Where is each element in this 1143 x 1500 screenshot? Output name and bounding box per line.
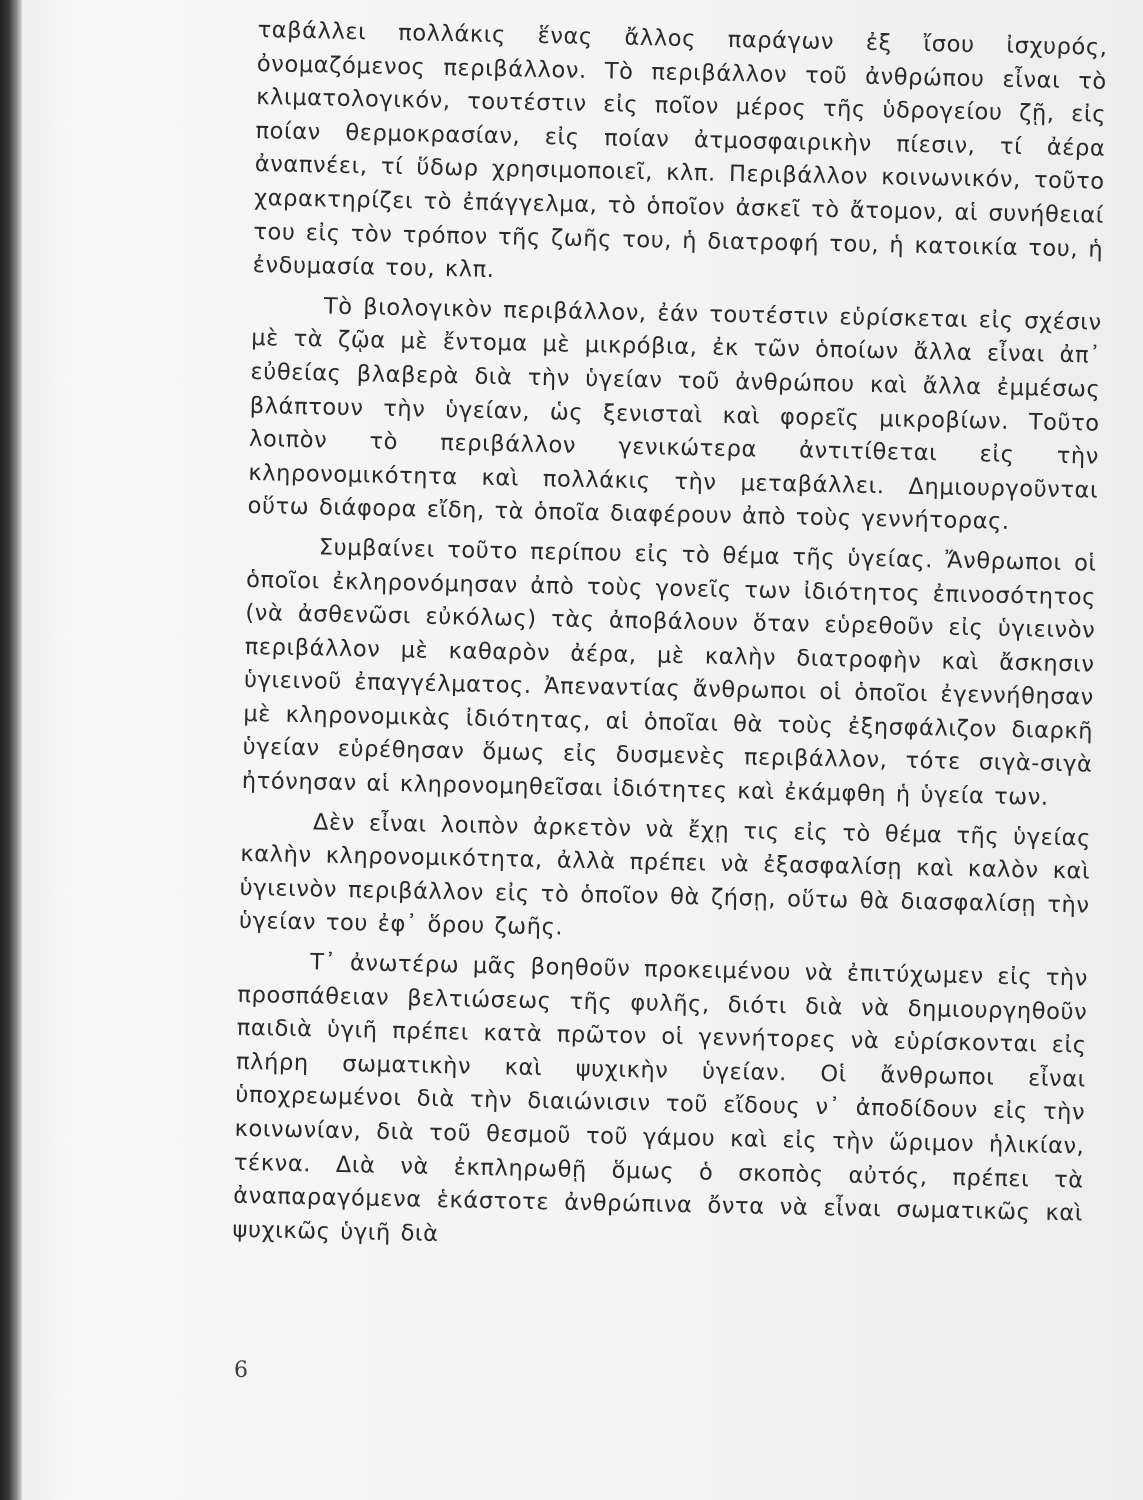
paragraph-2: Τὸ βιολογικὸν περιβάλλον, ἐάν τουτέστιν εὑρίσκεται εἰς σχέσιν μὲ τὰ ζῷα μὲ ἔντομα μὲ μικρόβια, ἐκ τῶν ὁποίων ἄλλα εἶναι ἀπ᾿ εὐθείας βλαβερὰ διὰ τὴν ὑγείαν τοῦ ἀνθρώπου καὶ ἄλλα ἐμμέσως βλάπτουν τὴν ὑγείαν, ὡς ξενισταὶ καὶ φορεῖς μικροβίων. Τοῦτο λοιπὸν τὸ περιβάλλον γενικώτερα ἀντιτίθεται εἰς τὴν κληρονομικότητα καὶ πολλάκις τὴν μεταβάλλει. Δημιουργοῦνται οὕτω διάφορα εἴδη, τὰ ὁποῖα διαφέρουν ἀπὸ τοὺς γεννήτορας.: [247, 293, 1102, 536]
paragraph-1: ταβάλλει πολλάκις ἕνας ἄλλος παράγων ἐξ ἴσου ἰσχυρός, ὀνομαζόμενος περιβάλλον. Τὸ περιβάλλον τοῦ ἀνθρώπου εἶναι τὸ κλιματολογικόν, τουτέστιν εἰς ποῖον μέρος τῆς ὑδρογείου ζῇ, εἰς ποίαν θερμοκρασίαν, εἰς ποίαν ἀτμοσφαιρικὴν πίεσιν, τί ἀέρα ἀναπνέει, τί ὕδωρ χρησιμοποιεῖ, κλπ. Περιβάλλον κοινωνικόν, τοῦτο χαρακτηρίζει τὸ ἐπάγγελμα, τὸ ὁποῖον ἀσκεῖ τὸ ἄτομον, αἱ συνήθειαί του εἰς τὸν τρόπον τῆς ζωῆς του, ἡ διατροφή του, ἡ κατοικία του, ἡ ἐνδυμασία του, κλπ.: [252, 16, 1108, 284]
paragraph-3: Συμβαίνει τοῦτο περίπου εἰς τὸ θέμα τῆς ὑγείας. Ἄνθρωποι οἱ ὁποῖοι ἐκληρονόμησαν ἀπὸ τοὺς γονεῖς των ἰδιότητος ἐπινοσότητος (νὰ ἀσθενῶσι εὐκόλως) τὰς ἀποβάλουν ὅταν εὑρεθοῦν εἰς ὑγιεινὸν περιβάλλον μὲ καθαρὸν ἀέρα, μὲ καλὴν διατροφὴν καὶ ἄσκησιν ὑγιεινοῦ ἐπαγγέλματος. Ἀπεναντίας ἄνθρωποι οἱ ὁποῖοι ἐγεννήθησαν μὲ κληρονομικὰς ἰδιότητας, αἱ ὁποῖαι θὰ τοὺς ἐξησφάλιζον διαρκῆ ὑγείαν εὑρέθησαν ὅμως εἰς δυσμενὲς περιβάλλον, τότε σιγὰ-σιγὰ ἠτόνησαν αἱ κληρονομηθεῖσαι ἰδιότητες καὶ ἐκάμφθη ἡ ὑγεία των.: [241, 534, 1097, 811]
page-binding-shadow: [0, 0, 22, 1500]
paragraph-5: Τ᾿ ἀνωτέρω μᾶς βοηθοῦν προκειμένου νὰ ἐπιτύχωμεν εἰς τὴν προσπάθειαν βελτιώσεως τῆς φυλῆς, διότι διὰ νὰ δημιουργηθοῦν παιδιὰ ὑγιῆ πρέπει κατὰ πρῶτον οἱ γεννήτορες νὰ εὑρίσκονται εἰς πλήρη σωματικὴν καὶ ψυχικὴν ὑγείαν. Οἱ ἄνθρωποι εἶναι ὑποχρεωμένοι διὰ τὴν διαιώνισιν τοῦ εἴδους ν᾿ ἀποδίδουν εἰς τὴν κοινωνίαν, διὰ τοῦ θεσμοῦ τοῦ γάμου καὶ εἰς τὴν ὥριμον ἡλικίαν, τέκνα. Διὰ νὰ ἐκπληρωθῇ ὅμως ὁ σκοπὸς αὐτός, πρέπει τὰ ἀναπαραγόμενα ἑκάστοτε ἀνθρώπινα ὄντα νὰ εἶναι σωματικῶς καὶ ψυχικῶς ὑγιῆ διὰ: [232, 949, 1089, 1247]
paragraph-4: Δὲν εἶναι λοιπὸν ἀρκετὸν νὰ ἔχῃ τις εἰς τὸ θέμα τῆς ὑγείας καλὴν κληρονομικότητα, ἀλλὰ πρέπει νὰ ἐξασφαλίσῃ καὶ καλὸν καὶ ὑγιεινὸν περιβάλλον εἰς τὸ ὁποῖον θὰ ζήσῃ, οὕτω θὰ διασφαλίσῃ τὴν ὑγείαν του ἐφ᾿ ὅρου ζωῆς.: [238, 808, 1092, 942]
body-text: [232, 14, 1108, 1265]
page-number: 6: [234, 1358, 248, 1383]
